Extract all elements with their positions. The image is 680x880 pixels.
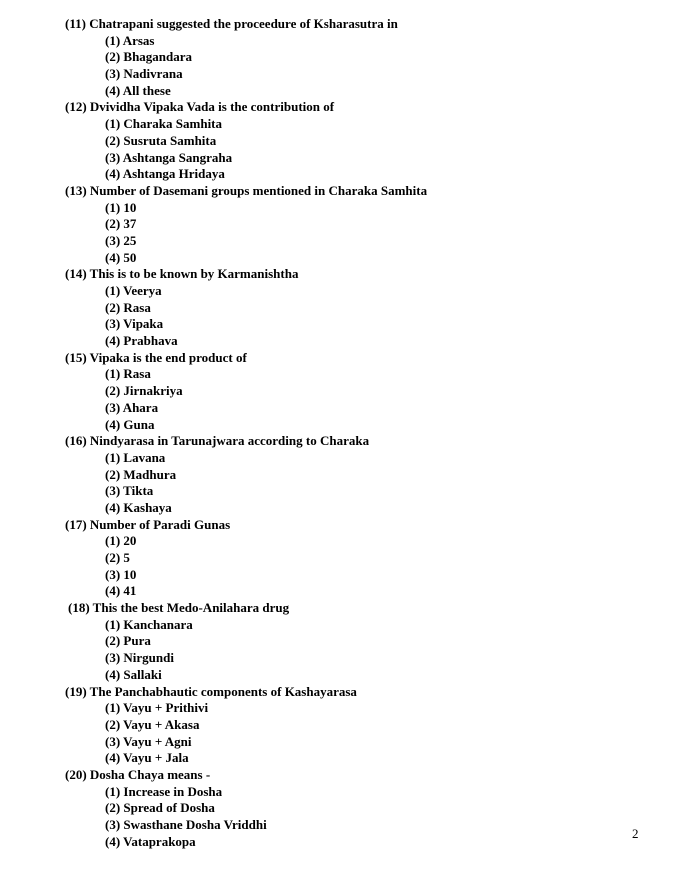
question-text: (14) This is to be known by Karmanishtha [65, 266, 299, 282]
option-1: (1) 20 [105, 533, 137, 549]
option-1: (1) Vayu + Prithivi [105, 700, 209, 716]
option-4: (4) Prabhava [105, 333, 178, 349]
question-15 [0, 350, 680, 433]
option-4: (4) All these [105, 82, 171, 98]
question-text: (17) Number of Paradi Gunas [65, 516, 231, 532]
option-1: (1) Veerya [105, 283, 162, 298]
option-2: (2) Jirnakriya [105, 383, 183, 399]
option-2: (2) Pura [105, 633, 151, 649]
option-3: (3) 10 [105, 566, 137, 582]
option-1: (1) Charaka Samhita [105, 116, 223, 132]
question-text: (12) Dvividha Vipaka Vada is the contribution of [65, 99, 335, 115]
question-text: (13) Number of Dasemani groups mentioned in Charaka Samhita [65, 182, 428, 198]
option-1: (1) Lavana [105, 449, 166, 465]
question-12 [0, 99, 680, 182]
question-16 [0, 433, 680, 516]
option-1: (1) 10 [105, 199, 137, 215]
question-text: (11) Chatrapani suggested the proceedure of Ksharasutra in [65, 16, 398, 31]
question-14 [0, 266, 680, 349]
question-text: (18) This the best Medo-Anilahara drug [68, 600, 290, 616]
question-13 [0, 183, 680, 266]
question-text: (15) Vipaka is the end product of [65, 349, 247, 365]
option-2: (2) Bhagandara [105, 49, 193, 65]
option-3: (3) Vayu + Agni [105, 733, 192, 749]
option-3: (3) Swasthane Dosha Vriddhi [105, 817, 267, 832]
option-3: (3) Nirgundi [105, 650, 174, 666]
question-20 [0, 767, 680, 850]
option-2: (2) Vayu + Akasa [105, 716, 200, 732]
option-3: (3) Ahara [105, 399, 159, 415]
option-4: (4) Ashtanga Hridaya [105, 166, 225, 182]
page-number: 2 [632, 826, 639, 841]
option-2: (2) 37 [105, 216, 137, 232]
option-3: (3) Vipaka [105, 316, 164, 332]
option-4: (4) 50 [105, 249, 137, 265]
question-18 [0, 600, 680, 683]
option-4: (4) Kashaya [105, 499, 172, 515]
option-1: (1) Arsas [105, 32, 155, 48]
option-1: (1) Rasa [105, 366, 151, 382]
question-text: (20) Dosha Chaya means - [65, 766, 211, 782]
option-2: (2) 5 [105, 550, 130, 565]
option-2: (2) Madhura [105, 466, 177, 482]
option-4: (4) Guna [105, 416, 155, 432]
option-2: (2) Rasa [105, 299, 151, 315]
question-17 [0, 517, 680, 600]
option-4: (4) Vataprakopa [105, 833, 196, 849]
option-3: (3) Nadivrana [105, 66, 183, 82]
option-3: (3) Tikta [105, 483, 154, 499]
option-1: (1) Increase in Dosha [105, 783, 223, 799]
option-1: (1) Kanchanara [105, 616, 193, 632]
option-3: (3) 25 [105, 232, 137, 248]
question-page [0, 16, 680, 850]
option-4: (4) Vayu + Jala [105, 750, 189, 766]
option-2: (2) Spread of Dosha [105, 800, 215, 816]
question-11 [0, 16, 680, 99]
option-4: (4) 41 [105, 583, 137, 599]
option-4: (4) Sallaki [105, 666, 162, 682]
question-19 [0, 684, 680, 767]
question-text: (19) The Panchabhautic components of Kashayarasa [65, 683, 357, 699]
question-text: (16) Nindyarasa in Tarunajwara according to Charaka [65, 433, 370, 449]
option-3: (3) Ashtanga Sangraha [105, 149, 233, 165]
option-2: (2) Susruta Samhita [105, 132, 217, 148]
